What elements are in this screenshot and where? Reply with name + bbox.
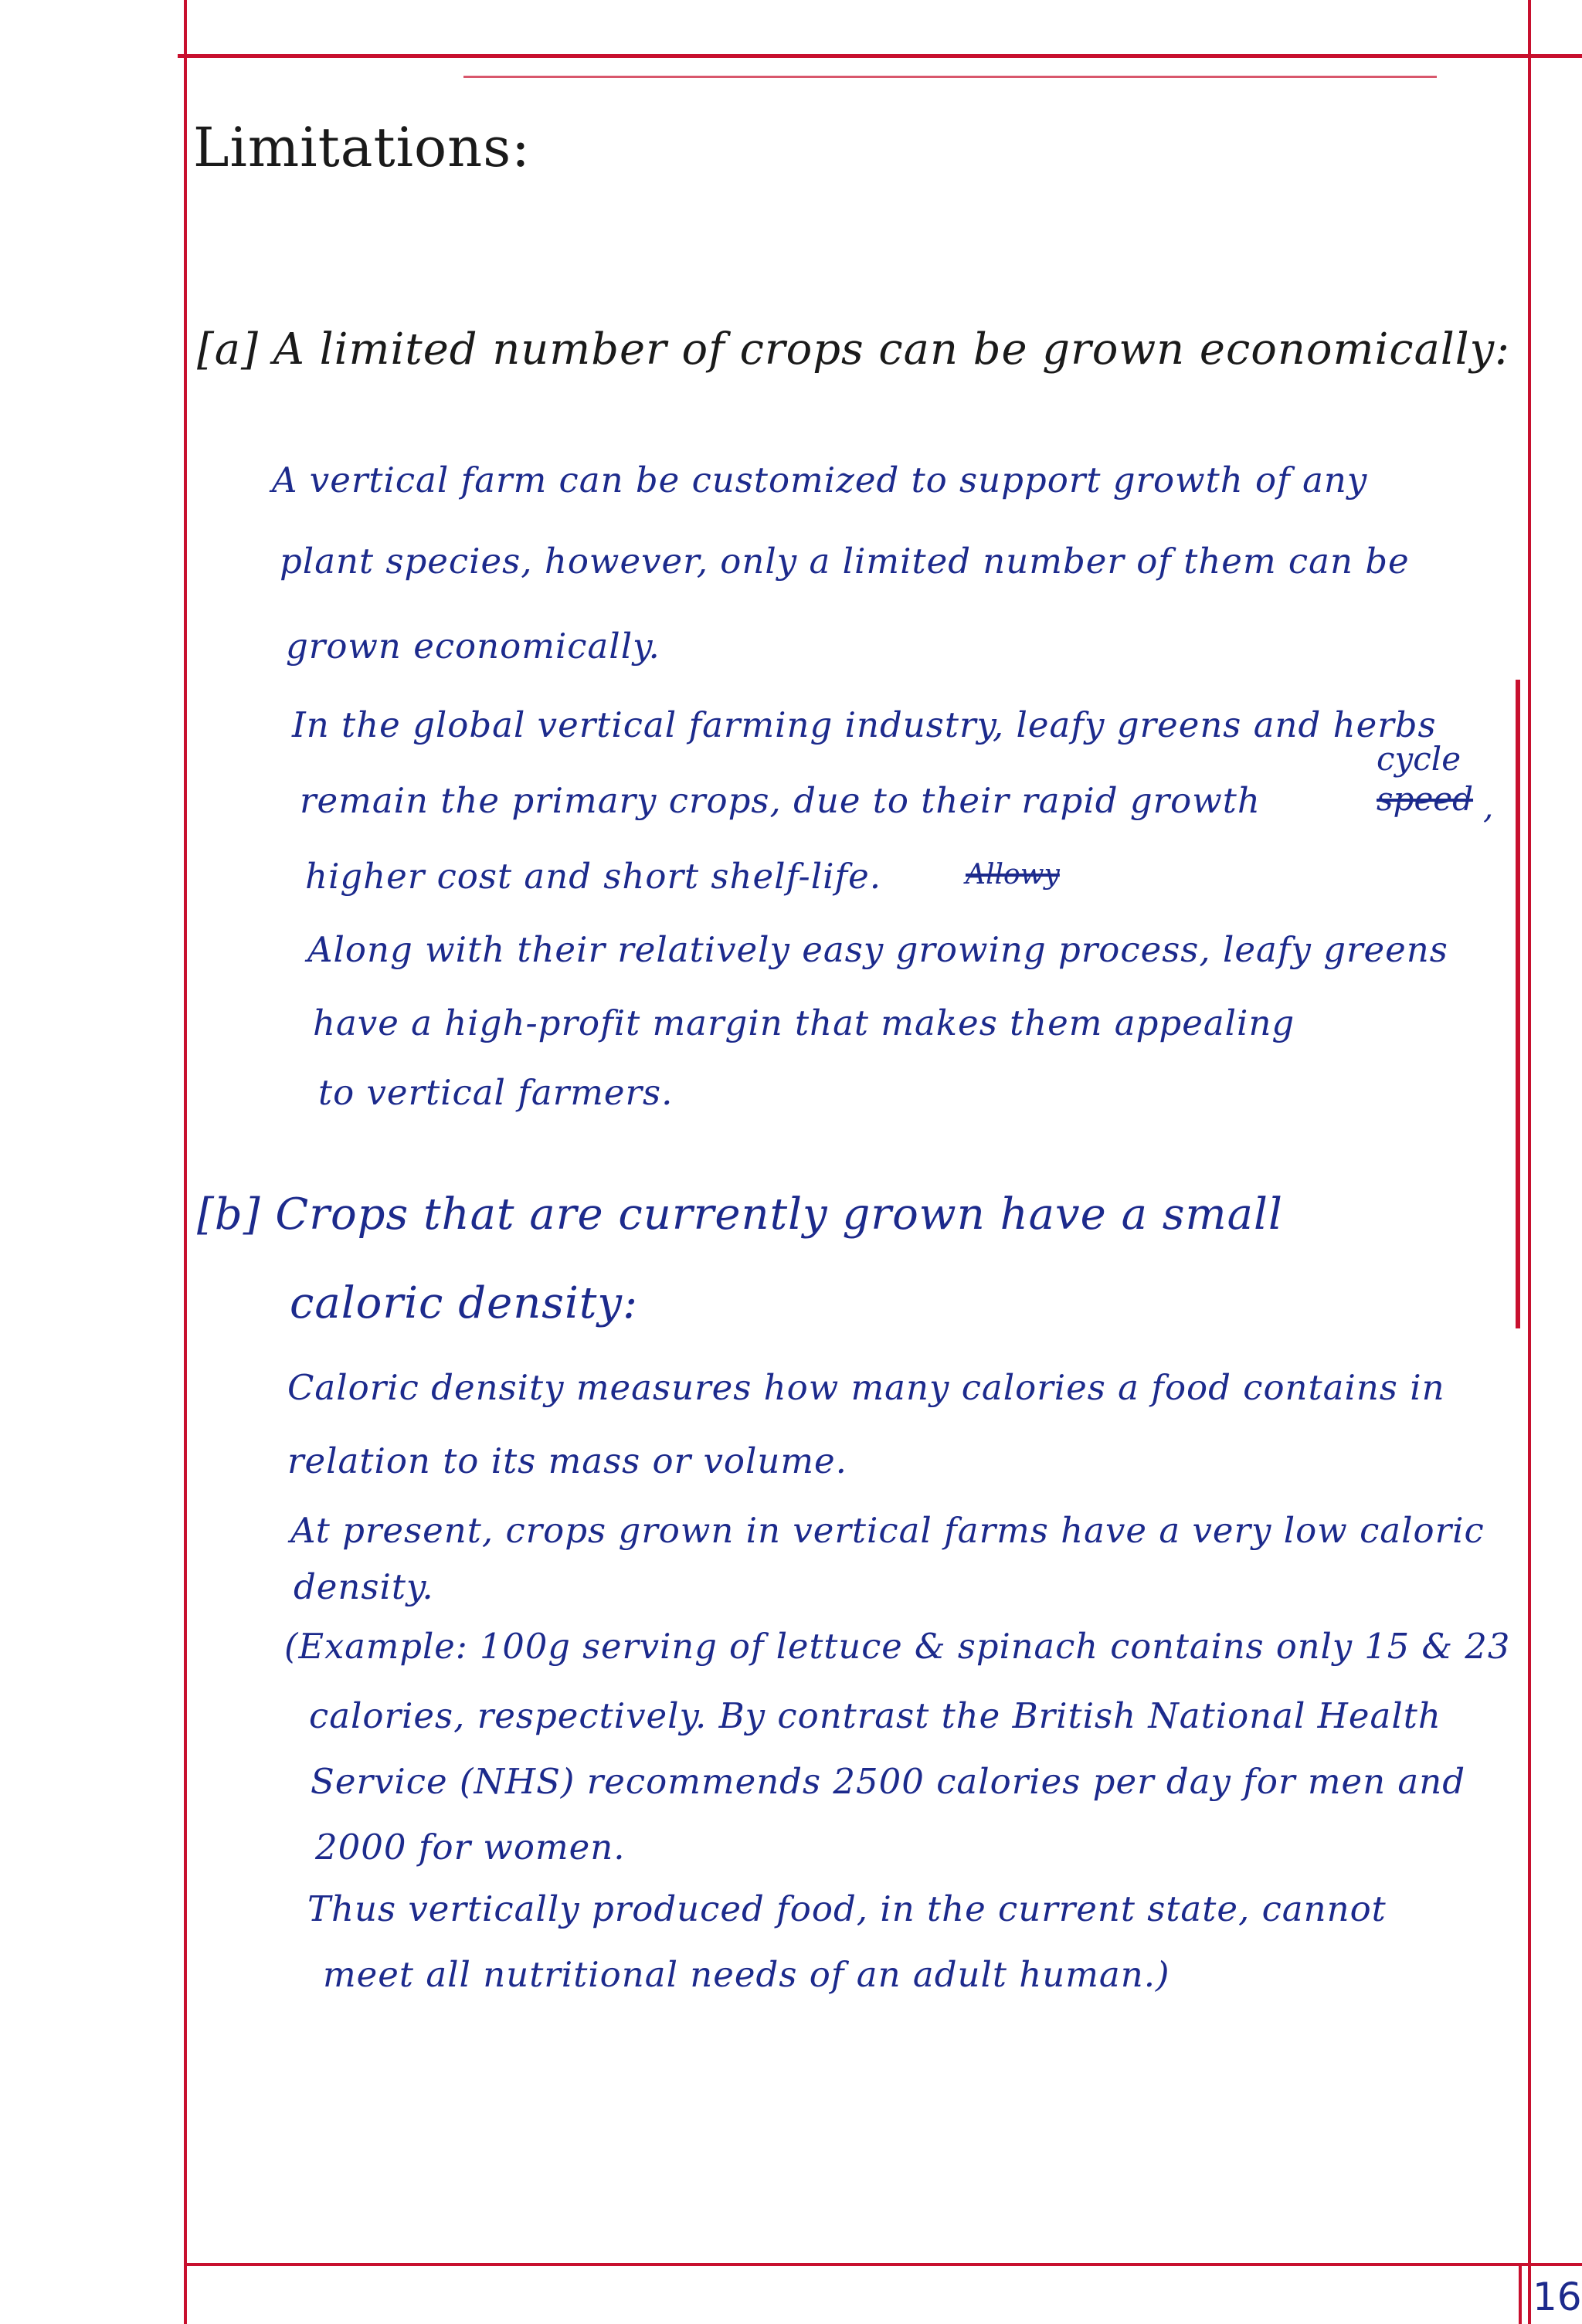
- section-b-line: Service (NHS) recommends 2500 calories per day for men and: [311, 1761, 1466, 1802]
- section-a-line: higher cost and short shelf-life.: [305, 856, 882, 897]
- top-margin-rule: [178, 54, 1582, 58]
- right-margin-rule-thick: [1516, 680, 1520, 1328]
- left-margin-rule: [184, 0, 187, 2324]
- section-b-line: relation to its mass or volume.: [287, 1440, 847, 1481]
- section-b-line: density.: [294, 1566, 434, 1607]
- section-a-line: plant species, however, only a limited number of them can be: [280, 541, 1410, 582]
- section-a-line: A vertical farm can be customized to support growth of any: [272, 460, 1368, 500]
- section-a-line: grown economically.: [286, 626, 660, 667]
- right-margin-rule: [1528, 0, 1531, 2324]
- top-margin-rule-thin: [463, 76, 1437, 78]
- section-b-heading-line2: caloric density:: [290, 1278, 638, 1328]
- trailing-comma: ,: [1483, 788, 1494, 826]
- struck-word-allowy: Allowy: [966, 859, 1060, 891]
- section-a-line: to vertical farmers.: [318, 1072, 674, 1113]
- section-b-line: calories, respectively. By contrast the British National Health: [309, 1695, 1441, 1736]
- section-a-line: In the global vertical farming industry, leafy greens and herbs: [292, 704, 1437, 745]
- section-a-line: remain the primary crops, due to their rapid growth: [300, 780, 1261, 821]
- section-b-line: At present, crops grown in vertical farms have a very low caloric: [290, 1510, 1485, 1551]
- section-b-heading-line1: [b] Crops that are currently grown have a small: [197, 1189, 1283, 1240]
- section-b-line: (Example: 100g serving of lettuce & spinach contains only 15 & 23: [284, 1626, 1511, 1667]
- page-title: Limitations:: [193, 116, 531, 179]
- bottom-margin-rule: [185, 2263, 1582, 2266]
- section-b-line: Thus vertically produced food, in the current state, cannot: [307, 1888, 1387, 1929]
- inserted-word-cycle: cycle: [1377, 740, 1461, 778]
- section-a-heading: [a] A limited number of crops can be grown economically:: [197, 324, 1511, 375]
- struck-word-speed: speed: [1377, 780, 1474, 818]
- page-number-box-rule: [1519, 2263, 1522, 2324]
- section-b-line: meet all nutritional needs of an adult human.): [323, 1954, 1170, 1995]
- section-a-line: have a high-profit margin that makes them appealing: [313, 1003, 1295, 1043]
- section-b-line: Caloric density measures how many calories a food contains in: [287, 1367, 1445, 1408]
- section-b-line: 2000 for women.: [315, 1827, 626, 1868]
- page-number: 16: [1533, 2275, 1582, 2319]
- section-a-line: Along with their relatively easy growing process, leafy greens: [307, 929, 1448, 970]
